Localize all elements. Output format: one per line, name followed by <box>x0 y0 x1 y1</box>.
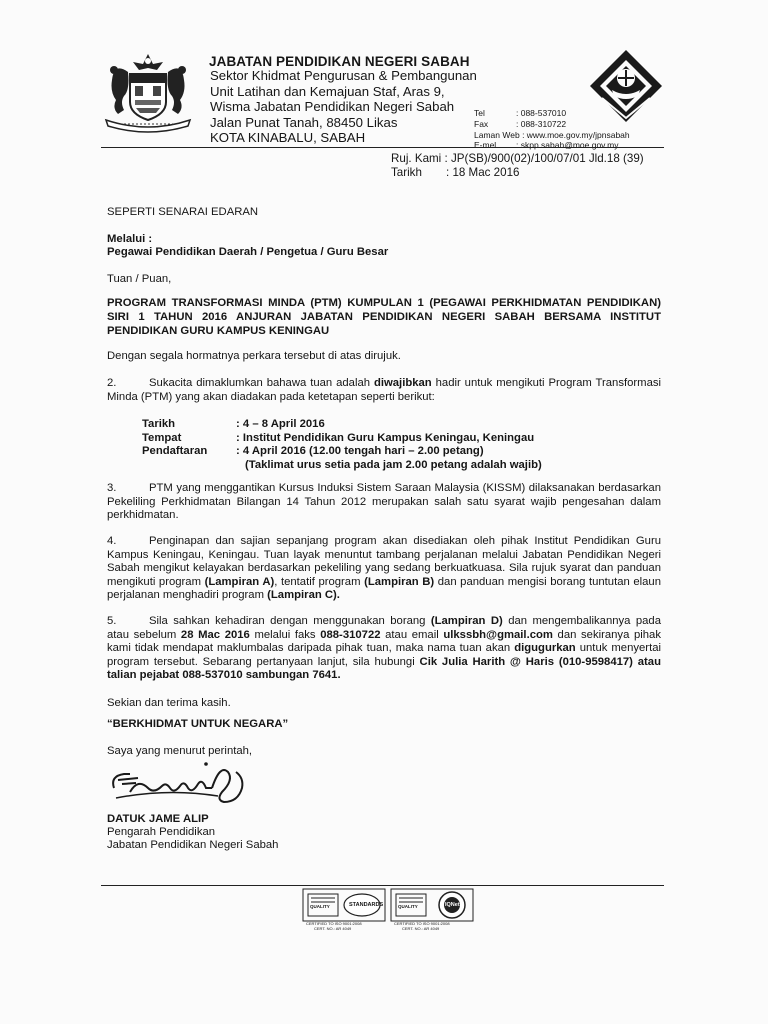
contact-email <box>474 140 630 151</box>
badge-label: QUALITY <box>310 904 330 909</box>
para-number: 2. <box>107 377 117 389</box>
detail-value: : 4 April 2016 (12.00 tengah hari – 2.00 petang) <box>236 445 484 458</box>
address-line: Wisma Jabatan Pendidikan Negeri Sabah <box>210 99 455 114</box>
ref-date-value: : 18 Mac 2016 <box>446 166 520 179</box>
opening-line: Dengan segala hormatnya perkara tersebut di atas dirujuk. <box>107 350 401 362</box>
contact-web <box>474 130 630 141</box>
closing-thanks: Sekian dan terima kasih. <box>107 697 231 709</box>
detail-value: : 4 – 8 April 2016 <box>236 418 325 430</box>
subject-heading: PROGRAM TRANSFORMASI MINDA (PTM) KUMPULAN 1 (PEGAWAI PERKHIDMATAN PENDIDIKAN) SIRI 1 TAHUN 2016 ANJURAN JABATAN PENDIDIKAN NEGERI SABAH BERSAMA INSTITUT PENDIDIKAN GURU KAMPUS KENINGAU <box>107 297 661 337</box>
closing-motto: “BERKHIDMAT UNTUK NEGARA” <box>107 718 289 730</box>
ref-label: Ruj. Kami <box>391 152 442 165</box>
signatory-title: Pengarah Pendidikan <box>107 826 216 838</box>
detail-label: Tempat <box>142 431 182 444</box>
header-divider <box>101 147 664 148</box>
detail-label: Tarikh <box>142 418 176 430</box>
paragraph-2: 2. Sukacita dimaklumkan bahawa tuan adalah diwajibkan hadir untuk mengikuti Program Transformasi Minda (PTM) yang akan diadakan pada ketetapan seperti berikut: <box>107 377 662 403</box>
salutation: Tuan / Puan, <box>107 273 172 285</box>
via-value: Pegawai Pendidikan Daerah / Pengetua / Guru Besar <box>107 246 389 258</box>
contact-label: Tel <box>474 108 485 118</box>
detail-note: (Taklimat urus setia pada jam 2.00 petang adalah wajib) <box>245 458 542 471</box>
badge-label: IQNet <box>445 902 460 908</box>
ref-date-label: Tarikh <box>391 166 422 179</box>
address-block <box>210 68 477 146</box>
contact-value: : www.moe.gov.my/jpnsabah <box>522 129 630 140</box>
para-number: 3. <box>107 482 117 494</box>
paragraph-4: 4. Penginapan dan sajian sepanjang program akan disediakan oleh pihak Institut Pendidikan Guru Kampus Keningau, Keningau. Tuan layak menuntut tambang perjalanan melalui Jabatan Pendidikan Negeri Sabah mengikut kelayakan berdasarkan pekeliling yang sedang berkuatkuasa. Sila rujuk syarat dan panduan mengikuti program (Lampiran A), tentatif program (Lampiran B) dan panduan mengisi borang tuntutan elaun perjalanan menghadiri program (Lampiran C). <box>107 535 662 602</box>
coat-of-arms-logo <box>100 50 196 136</box>
paragraph-5: 5. Sila sahkan kehadiran dengan menggunakan borang (Lampiran D) dan mengembalikannya pada atau sebelum 28 Mac 2016 melalui faks 088-310722 atau email ulkssbh@gmail.com dan sekiranya pihak kami tidak mendapat maklumbalas daripada pihak tuan, maka nama tuan akan digugurkan untuk menyertai program tersebut. Sebarang pertanyaan lanjut, sila hubungi Cik Julia Harith @ Haris (010-9598417) atau talian pejabat 088-537010 sambungan 7641. <box>107 615 661 682</box>
ministry-emblem-logo <box>588 48 664 124</box>
detail-row <box>142 432 542 446</box>
contact-value: : 088-537010 <box>516 108 567 118</box>
contact-label: Laman Web <box>474 129 520 140</box>
certification-badges <box>302 888 474 932</box>
signatory-dept: Jabatan Pendidikan Negeri Sabah <box>107 839 279 851</box>
detail-row <box>142 418 542 432</box>
cert-text: CERTIFIED TO ISO 9001:2008 <box>306 921 362 926</box>
address-line: Sektor Khidmat Pengurusan & Pembangunan <box>210 68 477 83</box>
detail-value: : Institut Pendidikan Guru Kampus Keningau, Keningau <box>236 431 535 444</box>
paragraph-3: 3. PTM yang menggantikan Kursus Induksi Sistem Saraan Malaysia (KISSM) dilaksanakan berdasarkan Pekeliling Perkhidmatan Bilangan 14 Tahun 2012 merupakan salah satu syarat wajib pengesahan dalam perkhidmatan. <box>107 482 661 522</box>
footer-divider <box>101 885 664 886</box>
cert-text: CERT. NO.: AR 4049 <box>402 926 440 931</box>
badge-label: STANDARDS <box>349 902 384 908</box>
signatory-name: DATUK JAME ALIP <box>107 813 209 825</box>
cert-text: CERTIFIED TO ISO 9001:2008 <box>394 921 450 926</box>
detail-label: Pendaftaran <box>142 445 208 458</box>
ref-number <box>391 152 644 166</box>
badge-label: QUALITY <box>398 904 418 909</box>
para-number: 4. <box>107 535 117 547</box>
contact-label: Fax <box>474 118 489 129</box>
address-line: Unit Latihan dan Kemajuan Staf, Aras 9, <box>210 83 445 99</box>
recipient-line: SEPERTI SENARAI EDARAN <box>107 206 259 218</box>
cert-text: CERT. NO.: AR 4049 <box>314 926 352 931</box>
reference-block <box>391 152 644 180</box>
address-line: KOTA KINABALU, SABAH <box>210 130 366 145</box>
closing-order: Saya yang menurut perintah, <box>107 745 253 757</box>
signature-image <box>108 758 258 810</box>
contact-value: : skpp.sabah@moe.gov.my <box>516 140 619 151</box>
via-label: Melalui : <box>107 233 153 245</box>
contact-label: E-mel <box>474 140 497 151</box>
address-line: Jalan Punat Tanah, 88450 Likas <box>210 114 398 130</box>
contact-value: : 088-310722 <box>516 118 567 129</box>
detail-row <box>142 445 542 459</box>
org-name: JABATAN PENDIDIKAN NEGERI SABAH <box>209 54 470 69</box>
ref-value: : JP(SB)/900(02)/100/07/01 Jld.18 (39) <box>444 152 644 165</box>
details-table <box>142 418 542 472</box>
para-number: 5. <box>107 615 117 627</box>
ref-date <box>391 166 644 180</box>
